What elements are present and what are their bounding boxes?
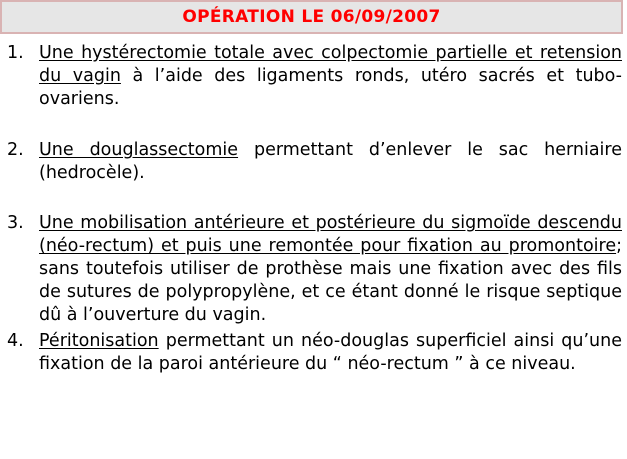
list-item-rest-text: ; sans toutefois utiliser de prothèse mais une fixation avec des fils de sutures de polypropylène, et ce étant donné le risque septique dû à l’ouverture du vagin. [39,236,622,325]
list-item-text [39,139,622,185]
list-item-number: 4. [7,331,24,351]
list-item-underlined-text: Une douglassectomie [39,140,239,160]
list-item-underlined-text: Une hystérectomie totale avec colpectomie partielle et retension du vagin [39,43,622,86]
list-item-number: 2. [7,140,24,160]
list-item-text [39,330,622,376]
list-item-text [39,42,622,111]
page-title: OPÉRATION LE 06/09/2007 [182,7,441,27]
list-item-number: 3. [7,213,24,233]
list-item-rest-text: permettant d’enlever le sac herniaire (hedrocèle). [39,140,622,183]
list-item-rest-text: à l’aide des ligaments ronds, utéro sacrés et tubo-ovariens. [39,66,622,109]
title-banner [0,0,623,34]
list-item-number: 1. [7,43,24,63]
list-item-text [39,212,622,327]
list-item-rest-text: permettant un néo-douglas superficiel ainsi qu’une fixation de la paroi antérieure du “ néo-rectum ” à ce niveau. [39,331,622,374]
list-item-underlined-text: Péritonisation [39,331,159,351]
list-item-underlined-text: Une mobilisation antérieure et postérieure du sigmoïde descendu (néo-rectum) et puis une remontée pour fixation au promontoire [39,213,622,256]
